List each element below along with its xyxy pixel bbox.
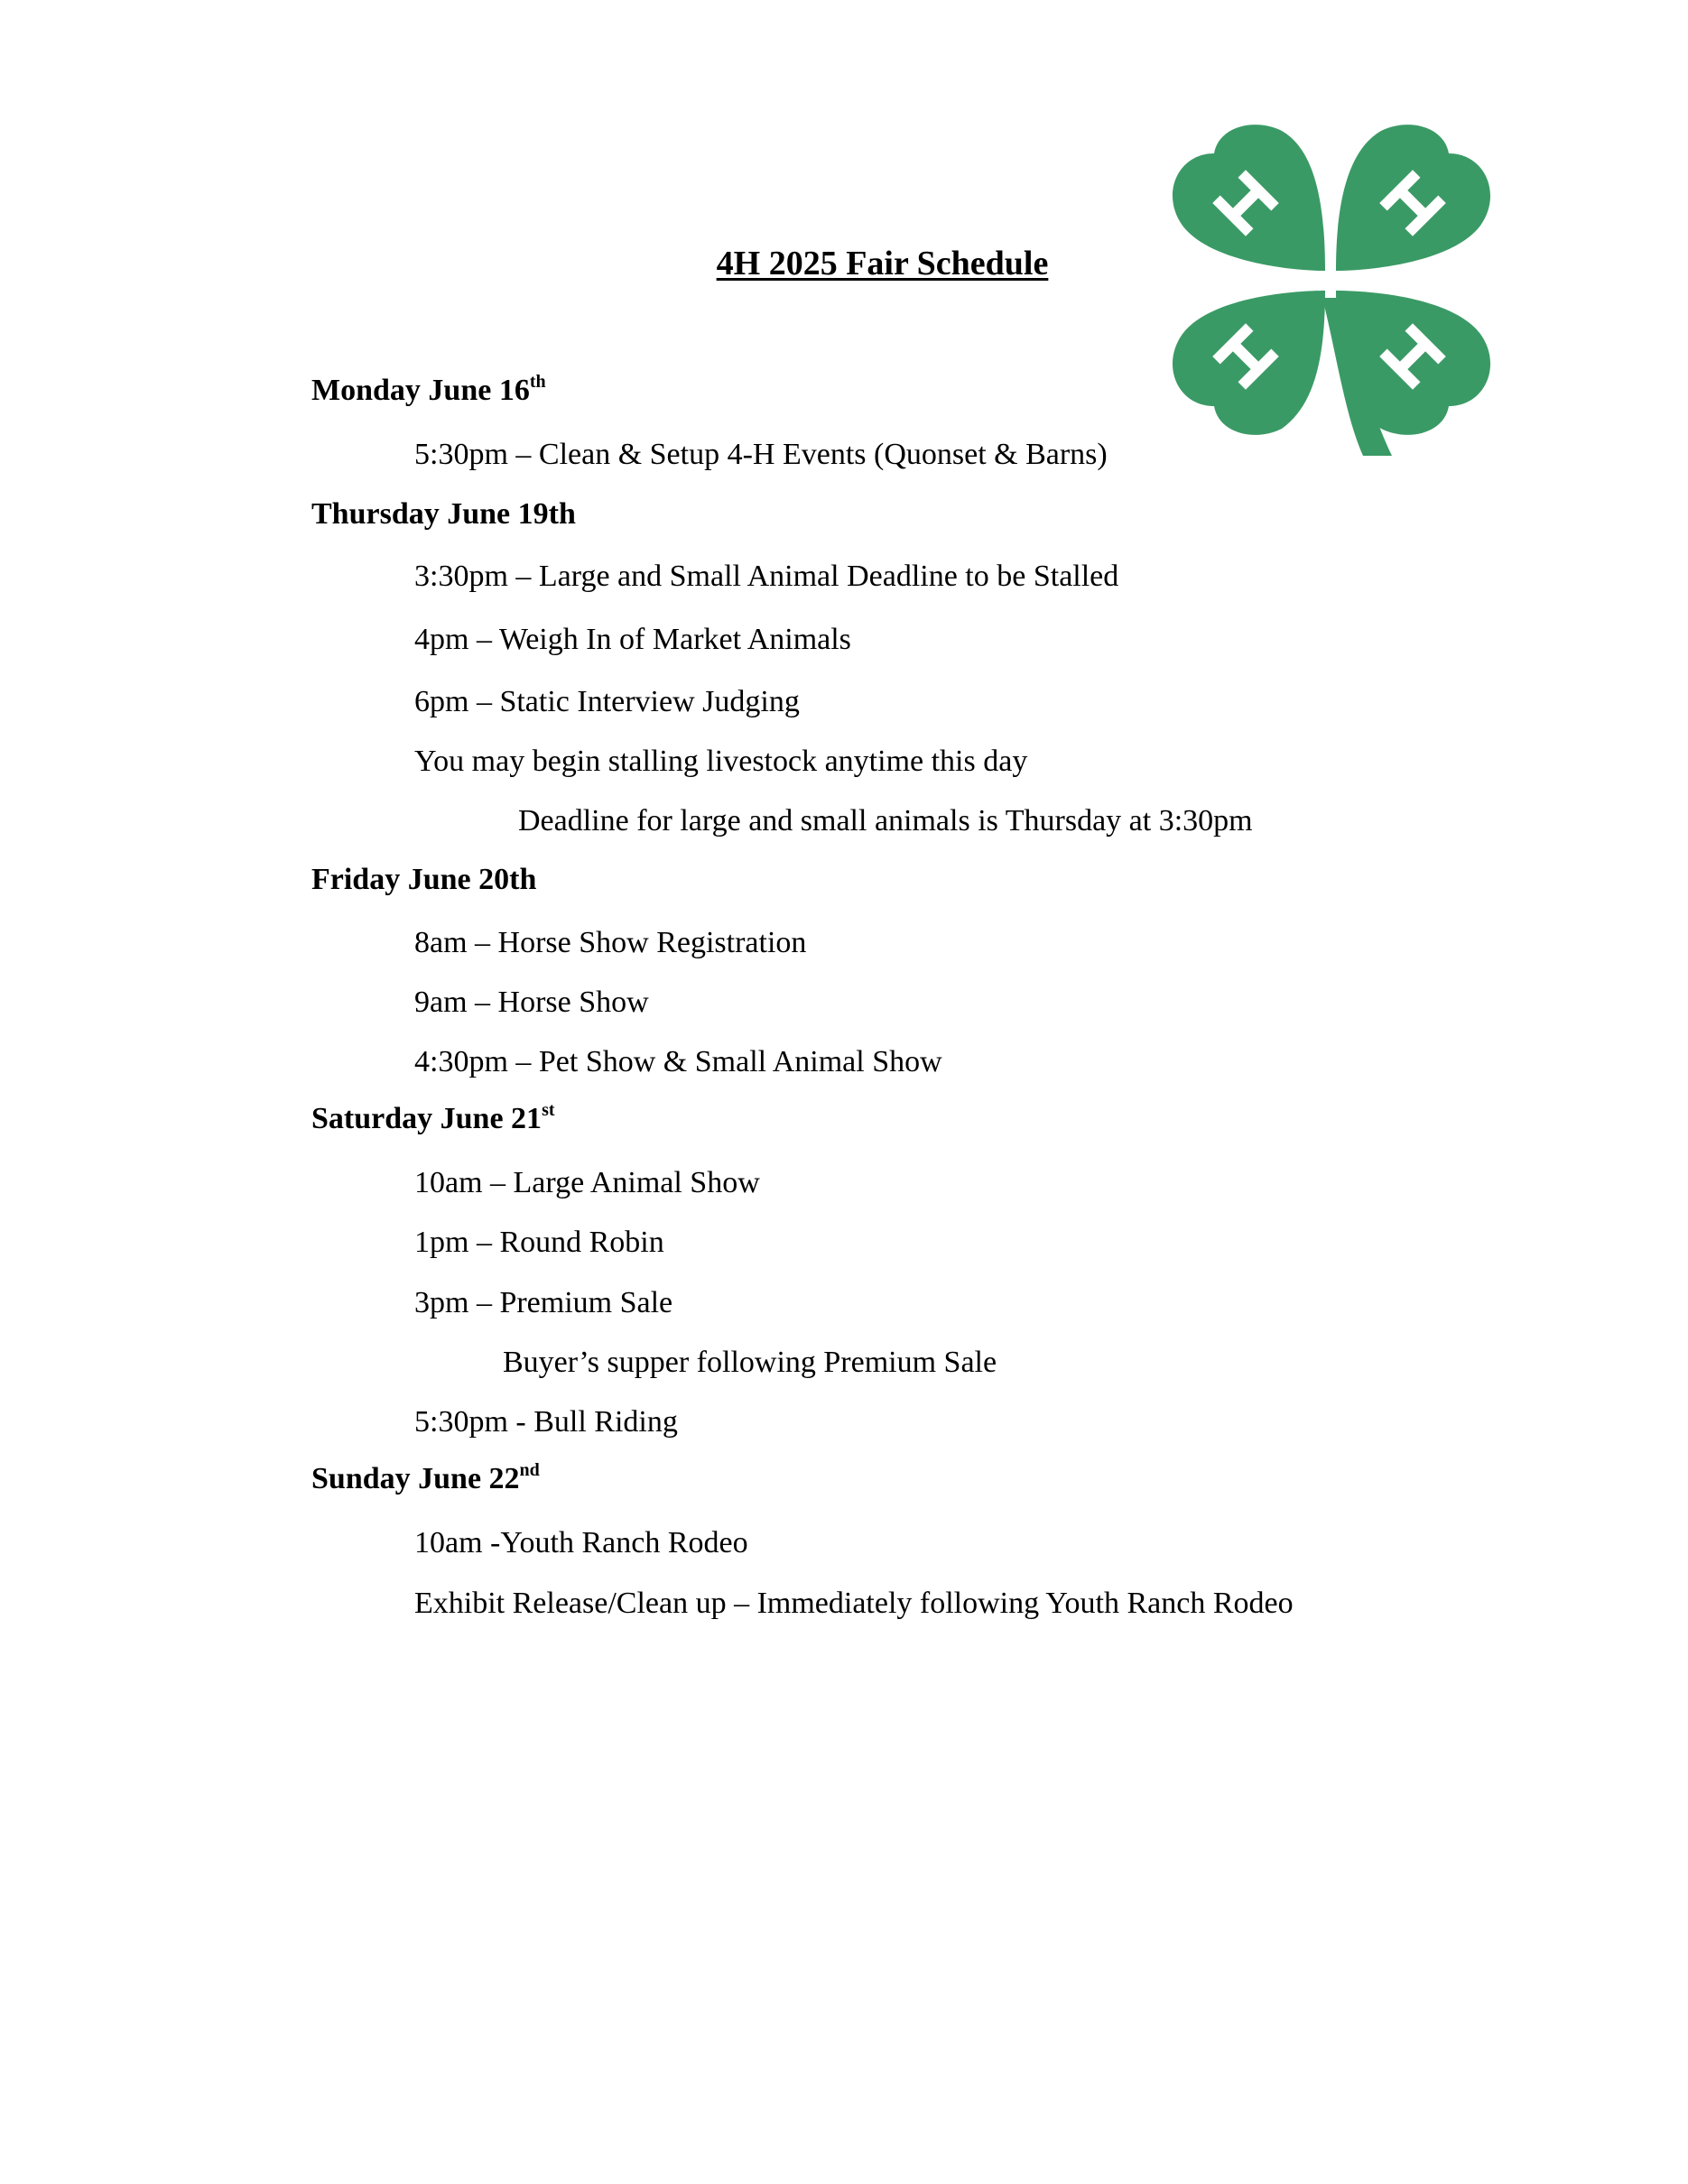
4-h-clover-icon <box>1155 117 1498 469</box>
event-note: You may begin stalling livestock anytime this day <box>414 745 1028 778</box>
event-item: 3pm – Premium Sale <box>414 1286 673 1319</box>
event-item: 3:30pm – Large and Small Animal Deadline to be Stalled <box>414 560 1119 593</box>
event-item: 5:30pm - Bull Riding <box>414 1405 678 1439</box>
day-heading-sunday: Sunday June 22nd <box>311 1460 540 1495</box>
event-item: 6pm – Static Interview Judging <box>414 685 800 718</box>
day-heading-friday: Friday June 20th <box>311 863 537 896</box>
event-item: 10am – Large Animal Show <box>414 1166 760 1199</box>
event-item: 4pm – Weigh In of Market Animals <box>414 623 851 656</box>
day-heading-thursday: Thursday June 19th <box>311 497 576 531</box>
event-note: Buyer’s supper following Premium Sale <box>503 1346 997 1379</box>
event-item: 1pm – Round Robin <box>414 1226 664 1259</box>
page-title: 4H 2025 Fair Schedule <box>716 245 1049 282</box>
event-note: Deadline for large and small animals is Thursday at 3:30pm <box>518 804 1253 838</box>
event-item: 8am – Horse Show Registration <box>414 926 807 959</box>
event-item: 4:30pm – Pet Show & Small Animal Show <box>414 1045 942 1078</box>
event-item: 10am -Youth Ranch Rodeo <box>414 1526 748 1559</box>
event-item: 5:30pm – Clean & Setup 4-H Events (Quonset & Barns) <box>414 438 1108 471</box>
event-item: 9am – Horse Show <box>414 986 649 1019</box>
day-heading-monday: Monday June 16th <box>311 372 546 407</box>
day-heading-saturday: Saturday June 21st <box>311 1100 555 1135</box>
event-item: Exhibit Release/Clean up – Immediately following Youth Ranch Rodeo <box>414 1587 1294 1620</box>
